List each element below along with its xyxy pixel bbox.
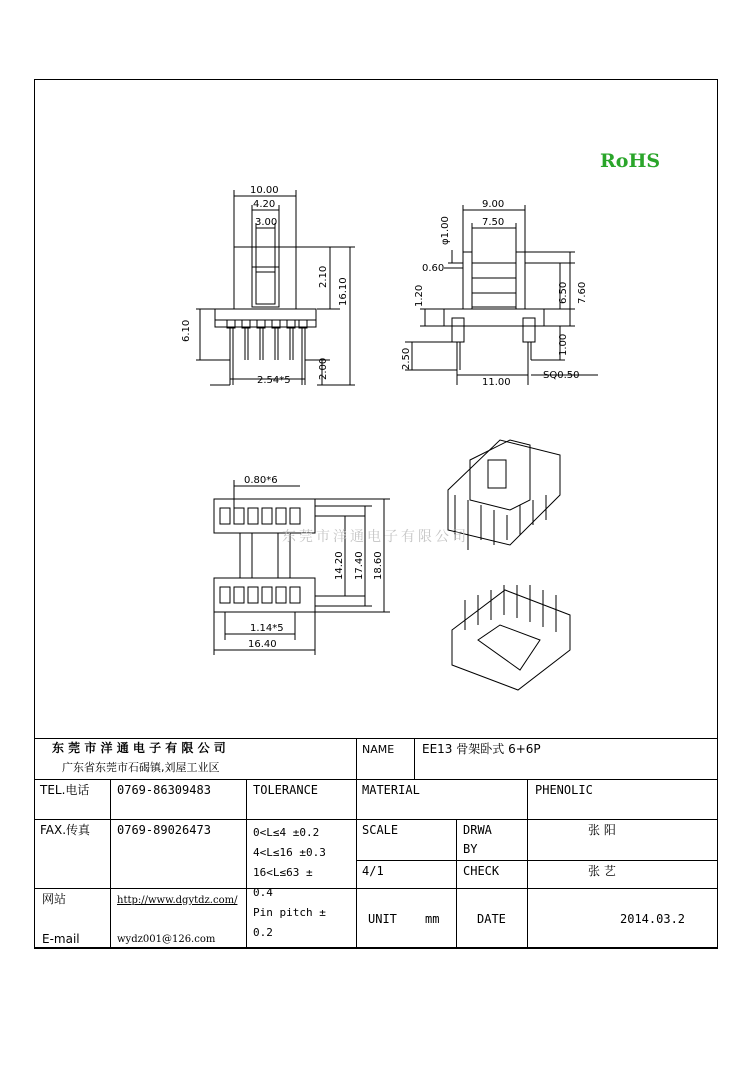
name-value: EE13 骨架卧式 6+6P [422,742,541,756]
fax-label: FAX.传真 [40,823,91,837]
dim-front-core: 3.00 [255,217,278,228]
tolerance-line-3: 16<L≤63 ± [253,866,313,879]
bottom-pin-pads [220,508,300,603]
date-label: DATE [477,912,506,926]
dim-side-1: 1.00 [558,333,569,356]
email-value: wydz001@126.com [117,934,216,945]
side-flange-left [463,252,472,309]
dim-front-width: 10.00 [250,185,279,196]
dim-bottom-1860: 18.60 [373,551,384,580]
dim-bottom-114: 1.14*5 [250,623,284,634]
front-flange [234,247,296,309]
name-label: NAME [362,743,395,756]
website-label: 网站 [42,892,67,906]
dim-side-250: 2.50 [401,347,412,370]
tolerance-label: TOLERANCE [253,783,319,797]
company-address: 广东省东莞市石碣镇,刘屋工业区 [62,761,220,774]
dim-side-750: 7.50 [482,217,505,228]
email-label: E-mail [42,932,80,946]
watermark: 东莞市洋通电子有限公司 [282,529,469,545]
scale-label: SCALE [362,823,399,837]
dim-front-2: 2.00 [318,357,329,380]
unit-label: UNIT [368,912,397,926]
tel-value: 0769-86309483 [117,783,211,797]
dim-side-650: 6.50 [558,281,569,304]
dim-side-120: 1.20 [414,284,425,307]
material-value: PHENOLIC [535,783,593,797]
drawn-label-2: BY [463,842,478,856]
material-label: MATERIAL [362,783,420,797]
rohs-mark: RoHS [600,150,661,172]
iso-view-bottom [452,585,570,690]
dim-side-sq: SQ0.50 [543,370,580,381]
dim-side-060: 0.60 [422,263,445,274]
dim-front-window: 4.20 [253,199,276,210]
dim-side-760: 7.60 [577,281,588,304]
tolerance-line-5: Pin pitch ± [253,906,326,919]
date-value: 2014.03.2 [620,912,686,926]
dim-bottom-1640: 16.40 [248,639,277,650]
tel-label: TEL.电话 [40,783,90,797]
tolerance-table [253,823,326,943]
dim-front-610: 6.10 [181,319,192,342]
tolerance-line-1: 0<L≤4 ±0.2 [253,826,320,839]
dim-bottom-080: 0.80*6 [244,475,278,486]
dim-bottom-1420: 14.20 [334,551,345,580]
drawn-label-1: DRWA [463,823,492,837]
side-core [472,263,516,307]
side-flange-right [516,252,525,309]
fax-value: 0769-89026473 [117,823,211,837]
dim-front-210: 2.10 [318,265,329,288]
scale-value: 4/1 [362,864,384,878]
dim-front-height: 16.10 [338,277,349,306]
drawn-value: 张 阳 [588,823,616,837]
company-name: 东 莞 市 洋 通 电 子 有 限 公 司 [52,741,226,755]
website-link[interactable]: http://www.dgytdz.com/ [117,895,238,906]
dim-side-11: 11.00 [482,377,511,388]
check-label: CHECK [463,864,500,878]
tolerance-line-6: 0.2 [253,926,273,939]
unit-value: mm [425,912,440,926]
dim-bottom-1740: 17.40 [354,551,365,580]
check-value: 张 艺 [588,864,616,878]
tolerance-line-4: 0.4 [253,886,273,899]
dim-side-phi: φ1.00 [440,216,451,245]
tolerance-line-2: 4<L≤16 ±0.3 [253,846,326,859]
dim-side-9: 9.00 [482,199,505,210]
dim-front-pitch: 2.54*5 [257,375,291,386]
